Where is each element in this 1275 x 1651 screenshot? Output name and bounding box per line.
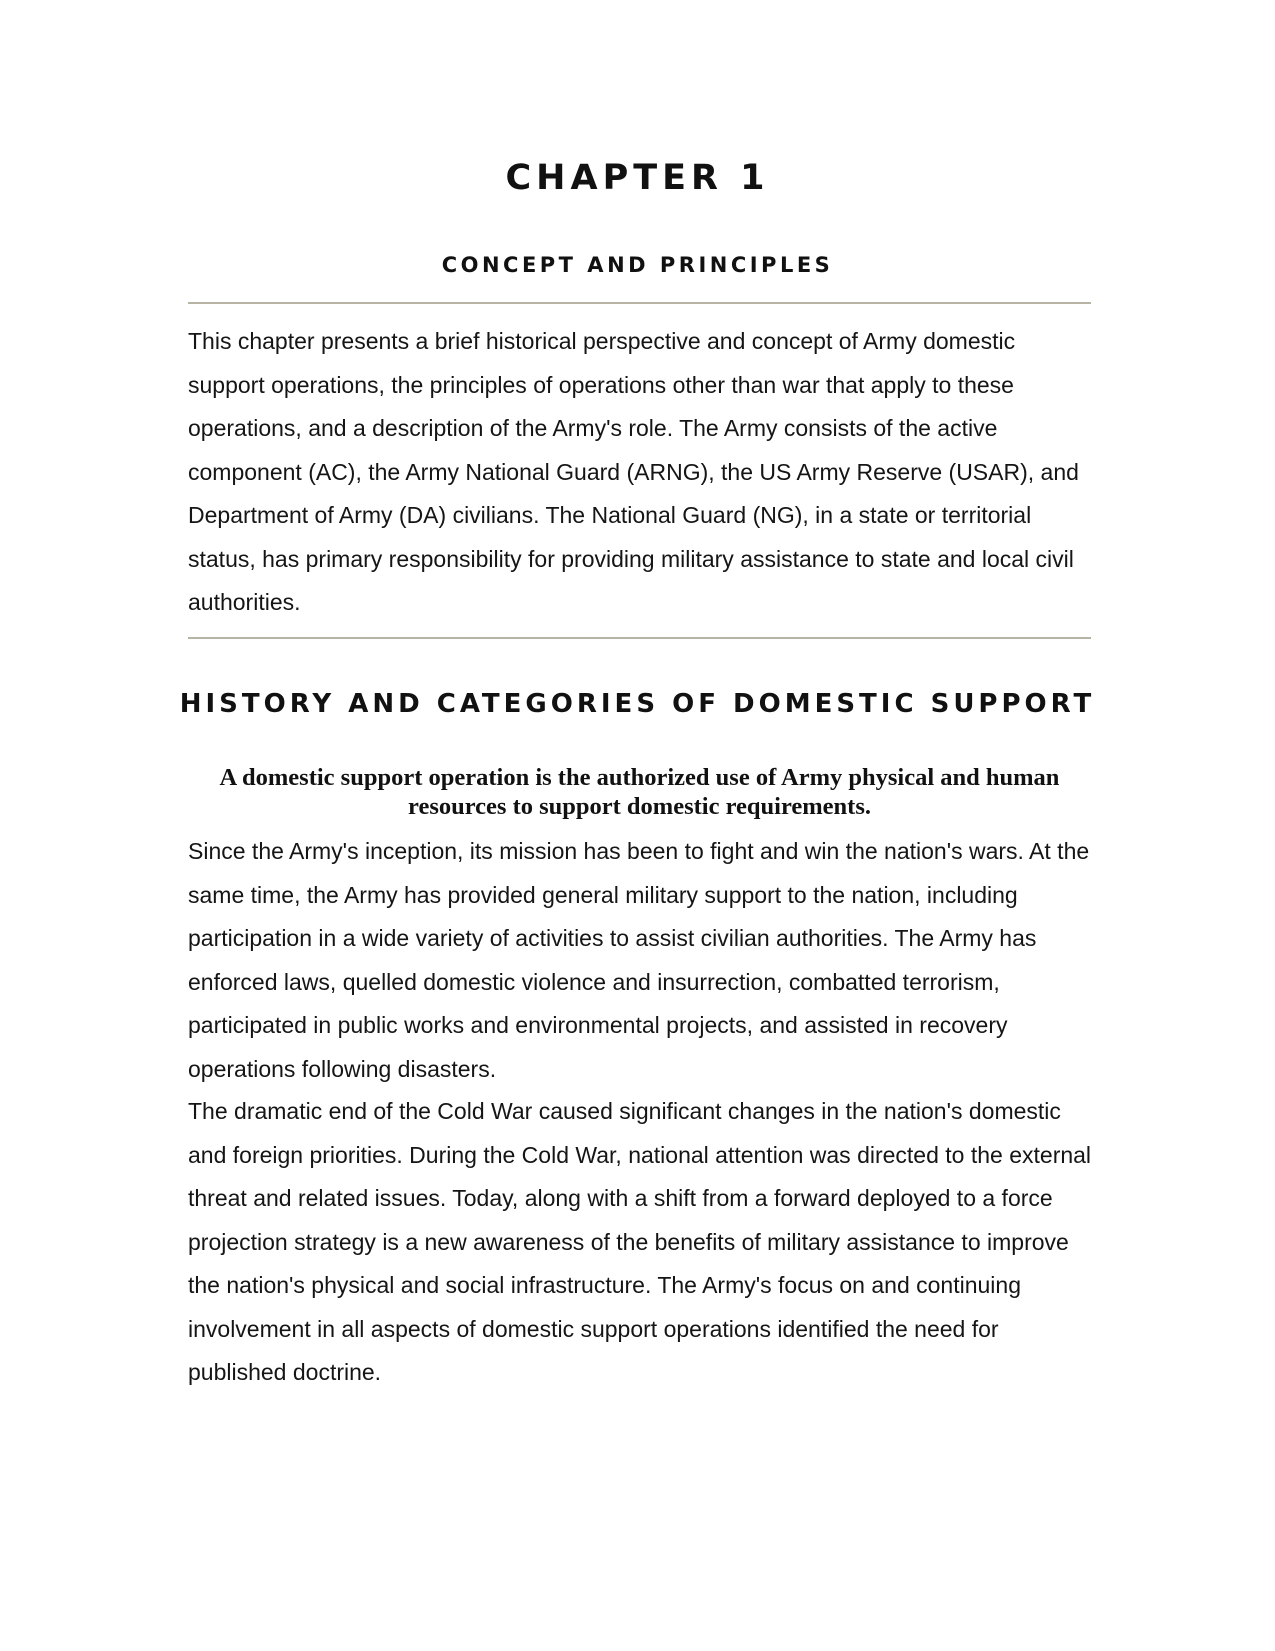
chapter-subtitle: CONCEPT AND PRINCIPLES: [441, 253, 834, 277]
body-paragraph: The dramatic end of the Cold War caused significant changes in the nation's domestic and foreign priorities. During the Cold War, national attention was directed to the external threat and related issues. Today, along with a shift from a forward deployed to a force projection strategy is a new awareness of the benefits of military assistance to improve the nation's physical and social infrastructure. The Army's focus on and continuing involvement in all aspects of domestic support operations identified the need for published doctrine.: [188, 1098, 1092, 1385]
top-divider: [188, 302, 1091, 304]
chapter-title: CHAPTER 1: [505, 158, 770, 198]
body-paragraph: Since the Army's inception, its mission has been to fight and win the nation's wars. At the same time, the Army has provided general military support to the nation, including participation in a wide variety of activities to assist civilian authorities. The Army has enforced laws, quelled domestic violence and insurrection, combatted terrorism, participated in public works and environmental projects, and assisted in recovery operations following disasters.: [188, 838, 1090, 1082]
intro-paragraph: This chapter presents a brief historical perspective and concept of Army domestic support operations, the principles of operations other than war that apply to these operations, and a description of the Army's role. The Army consists of the active component (AC), the Army National Guard (ARNG), the US Army Reserve (USAR), and Department of Army (DA) civilians. The National Guard (NG), in a state or territorial status, has primary responsibility for providing military assistance to state and local civil authorities.: [188, 328, 1079, 615]
section-summary: A domestic support operation is the authorized use of Army physical and human resources to support domestic requirements.: [219, 764, 1060, 820]
section-heading: HISTORY AND CATEGORIES OF DOMESTIC SUPPORT: [179, 689, 1096, 719]
bottom-divider: [188, 637, 1091, 639]
